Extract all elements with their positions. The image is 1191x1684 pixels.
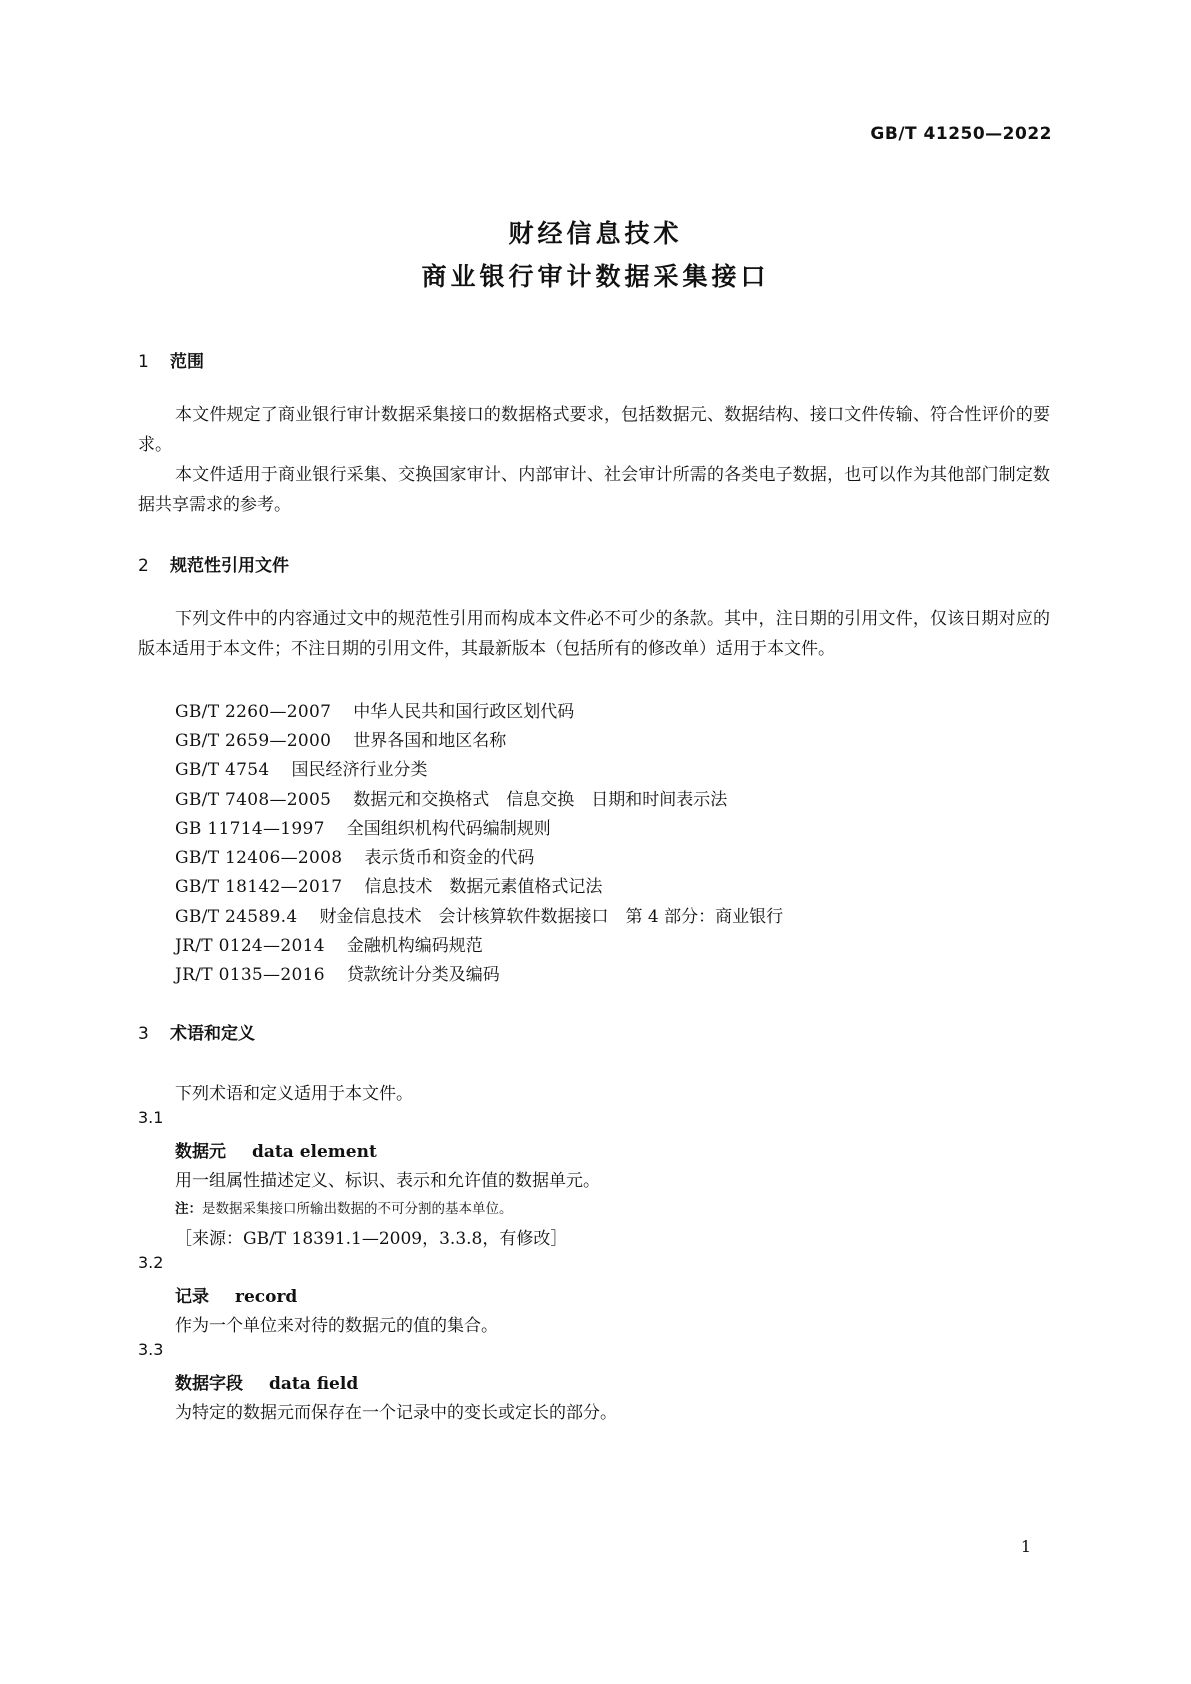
document-title-line1: 财经信息技术 (508, 219, 683, 248)
term-english: data field (269, 1374, 359, 1394)
reference-title: 数据元和交换格式 信息交换 日期和时间表示法 (353, 790, 728, 810)
section-1-paragraph-2 (138, 460, 1050, 520)
paragraph-text: 下列文件中的内容通过文中的规范性引用而构成本文件必不可少的条款。其中，注日期的引用文件，仅该日期对应的版本适用于本文件；不注日期的引用文件，其最新版本（包括所有的修改单）适用于本文件。 (138, 609, 1050, 659)
reference-item (175, 931, 483, 956)
reference-title: 贷款统计分类及编码 (346, 965, 500, 985)
paragraph-text: 本文件适用于商业银行采集、交换国家审计、内部审计、社会审计所需的各类电子数据，也可以作为其他部门制定数据共享需求的参考。 (138, 465, 1050, 515)
section-2-heading (138, 551, 289, 576)
reference-title: 全国组织机构代码编制规则 (346, 819, 551, 839)
reference-item (175, 785, 727, 810)
term-chinese: 数据元 (175, 1142, 226, 1162)
section-1-heading (138, 347, 204, 372)
section-title: 术语和定义 (170, 1024, 255, 1044)
reference-code: GB/T 2260—2007 (175, 702, 332, 722)
reference-title: 财金信息技术 会计核算软件数据接口 第 4 部分：商业银行 (319, 907, 784, 927)
section-2-intro (138, 604, 1050, 664)
paragraph-text: 本文件规定了商业银行审计数据采集接口的数据格式要求，包括数据元、数据结构、接口文件传输、符合性评价的要求。 (138, 405, 1050, 455)
reference-code: JR/T 0135—2016 (175, 965, 325, 985)
term-definition: 为特定的数据元而保存在一个记录中的变长或定长的部分。 (175, 1403, 617, 1423)
reference-item (175, 697, 574, 722)
reference-title: 国民经济行业分类 (291, 760, 428, 780)
term-english: record (235, 1287, 298, 1307)
term-heading (175, 1369, 358, 1394)
reference-code: GB/T 24589.4 (175, 907, 298, 927)
reference-item (175, 872, 602, 897)
reference-item (175, 843, 534, 868)
reference-code: GB/T 12406—2008 (175, 848, 343, 868)
section-1-paragraph-1 (138, 400, 1050, 460)
section-number: 2 (138, 556, 149, 576)
section-title: 范围 (170, 352, 204, 372)
reference-code: GB/T 2659—2000 (175, 731, 332, 751)
reference-title: 表示货币和资金的代码 (364, 848, 535, 868)
section-3-intro: 下列术语和定义适用于本文件。 (175, 1084, 413, 1104)
reference-item (175, 755, 428, 780)
reference-code: JR/T 0124—2014 (175, 936, 325, 956)
term-note (175, 1197, 513, 1217)
reference-item (175, 814, 551, 839)
reference-title: 中华人民共和国行政区划代码 (353, 702, 575, 722)
term-definition: 用一组属性描述定义、标识、表示和允许值的数据单元。 (175, 1171, 600, 1191)
term-english: data element (252, 1142, 377, 1162)
reference-code: GB/T 7408—2005 (175, 790, 332, 810)
section-3-heading (138, 1019, 255, 1044)
section-title: 规范性引用文件 (170, 556, 289, 576)
reference-item (175, 726, 506, 751)
section-number: 1 (138, 352, 149, 372)
clause-number: 3.2 (138, 1253, 164, 1272)
clause-number: 3.3 (138, 1340, 164, 1359)
term-chinese: 数据字段 (175, 1374, 243, 1394)
note-text: 是数据采集接口所输出数据的不可分割的基本单位。 (202, 1201, 513, 1217)
term-definition: 作为一个单位来对待的数据元的值的集合。 (175, 1316, 498, 1336)
term-chinese: 记录 (175, 1287, 209, 1307)
standard-number: GB/T 41250—2022 (870, 124, 1052, 144)
reference-code: GB 11714—1997 (175, 819, 325, 839)
section-number: 3 (138, 1024, 149, 1044)
reference-item (175, 902, 783, 927)
clause-number: 3.1 (138, 1108, 164, 1127)
term-heading (175, 1282, 297, 1307)
reference-item (175, 960, 500, 985)
reference-title: 金融机构编码规范 (346, 936, 483, 956)
term-source: ［来源：GB/T 18391.1—2009，3.3.8，有修改］ (175, 1229, 568, 1249)
reference-code: GB/T 4754 (175, 760, 270, 780)
document-title-line2: 商业银行审计数据采集接口 (421, 262, 770, 291)
term-heading (175, 1137, 377, 1162)
note-label: 注： (175, 1201, 202, 1217)
page-number: 1 (1020, 1537, 1031, 1556)
reference-title: 世界各国和地区名称 (353, 731, 507, 751)
reference-code: GB/T 18142—2017 (175, 877, 343, 897)
reference-title: 信息技术 数据元素值格式记法 (364, 877, 603, 897)
